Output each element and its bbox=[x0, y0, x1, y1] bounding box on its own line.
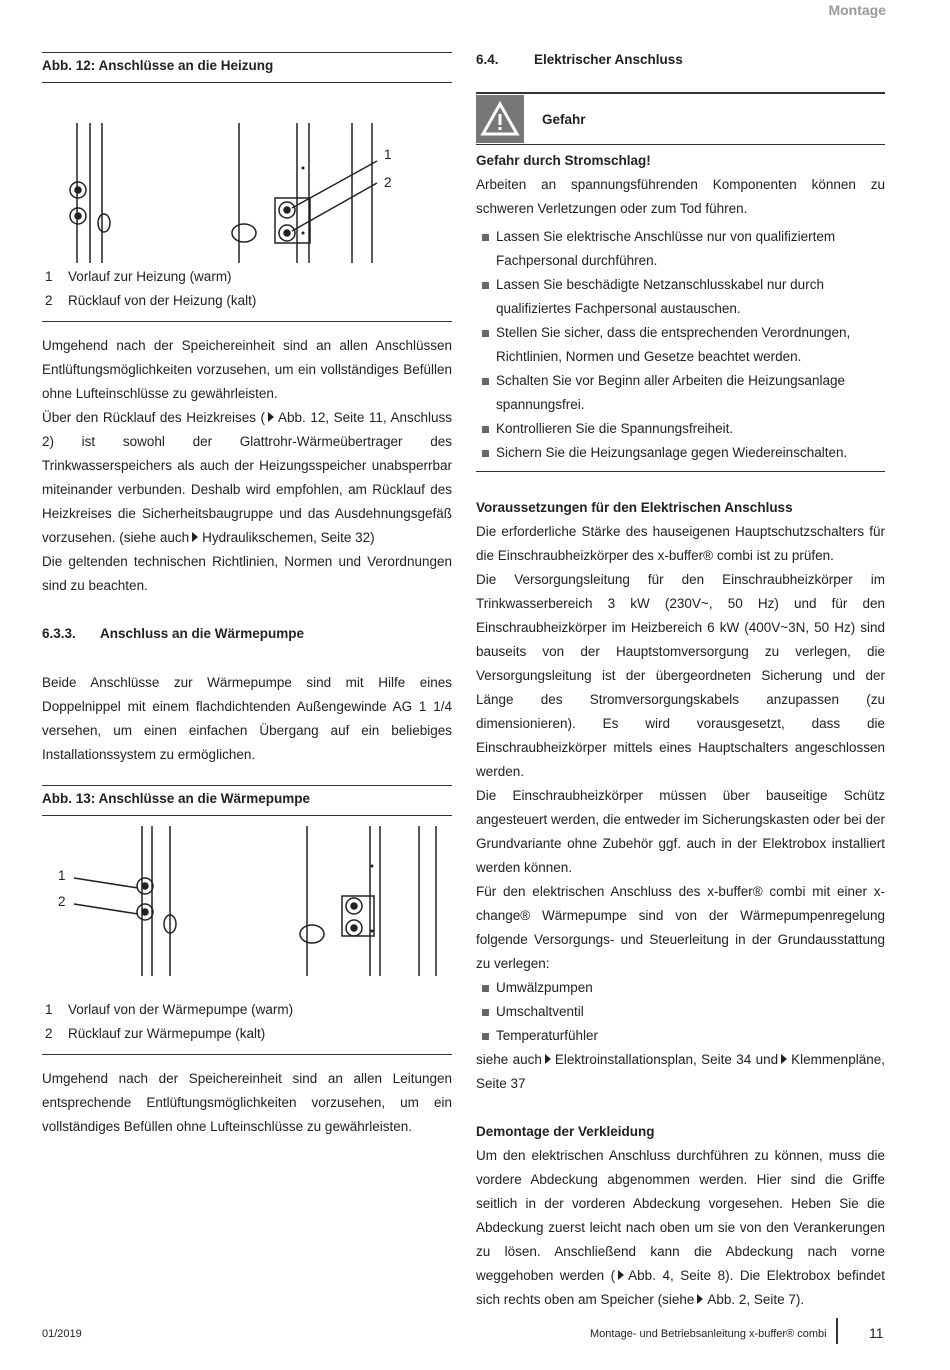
warning-label: Gefahr bbox=[542, 111, 586, 127]
list-item: Sichern Sie die Heizungsanlage gegen Wiedereinschalten. bbox=[476, 441, 885, 465]
section-heading-6-3-3: 6.3.3. Anschluss an die Wärmepumpe bbox=[42, 626, 305, 641]
footer-divider bbox=[836, 1318, 838, 1344]
figure-13-callout-1: 1 bbox=[58, 868, 66, 883]
warning-title: Gefahr durch Stromschlag! bbox=[476, 153, 651, 168]
list-item: Lassen Sie elektrische Anschlüsse nur von qualifiziertem Fachpersonal durchführen. bbox=[476, 225, 885, 273]
legend-item: 1 Vorlauf von der Wärmepumpe (warm) bbox=[45, 1002, 294, 1017]
warning-box bbox=[476, 92, 885, 472]
figure-13-caption: Abb. 13: Anschlüsse an die Wärmepumpe bbox=[42, 785, 452, 813]
legend-item: 2 Rücklauf von der Heizung (kalt) bbox=[45, 293, 257, 308]
paragraph: Die Versorgungsleitung für den Einschraubheizkörper im Trinkwasserbereich 3 kW (230V~, 50 Hz) und für den Einschraubheizkörper im Heizbereich 6 kW (400V~3N, 50 Hz) sind bauseits von der Hauptstomversorgung zu verlegen, die Versorgungsleitung ist der übergeordneten Sicherung und der Länge des Stromversorgungskabels anzupassen (zu dimensionieren). Es wird vorausgesetzt, dass die Einschraubheizkörper mittels eines Hauptschalters angeschlossen werden. bbox=[476, 572, 885, 779]
left-column bbox=[42, 52, 452, 1139]
paragraph: Für den elektrischen Anschluss des x-buffer® combi mit einer x-change® Wärmepumpe sind von der Wärmepumpenregelung folgende Versorgungs- und Steuerleitung in der Grundausstattung zu verlegen: bbox=[476, 884, 885, 971]
arrow-right-icon bbox=[618, 1270, 624, 1280]
paragraph: Die Einschraubheizkörper müssen über bauseitige Schütz angesteuert werden, die entweder im Sicherungskasten oder bei der Grundvariante ohne Zubehör ggf. auch in der Elektrobox installiert werden können. bbox=[476, 788, 885, 875]
component-list bbox=[476, 976, 885, 1048]
figure-13-callout-2: 2 bbox=[58, 894, 66, 909]
page-number: 11 bbox=[869, 1325, 884, 1341]
paragraph: Die geltenden technischen Richtlinien, Normen und Verordnungen sind zu beachten. bbox=[42, 554, 452, 593]
warning-list bbox=[476, 225, 885, 465]
arrow-right-icon bbox=[545, 1054, 551, 1064]
figure-12-callout-2: 2 bbox=[384, 175, 392, 190]
footer-title: Montage- und Betriebsanleitung x-buffer® combi bbox=[590, 1328, 827, 1340]
arrow-right-icon bbox=[781, 1054, 787, 1064]
paragraph: Beide Anschlüsse zur Wärmepumpe sind mit Hilfe eines Doppelnippel mit einem flachdichtenden Außengewinde AG 1 1/4 versehen, um einen einfachen Übergang auf ein beliebiges Installationssystem zu ermöglichen. bbox=[42, 675, 452, 762]
list-item: Lassen Sie beschädigte Netzanschlusskabel nur durch qualifiziertes Fachpersonal austauschen. bbox=[476, 273, 885, 321]
arrow-right-icon bbox=[697, 1294, 703, 1304]
legend-item: 2 Rücklauf zur Wärmepumpe (kalt) bbox=[45, 1026, 266, 1041]
warning-triangle-icon bbox=[476, 95, 524, 143]
list-item: Stellen Sie sicher, dass die entsprechenden Verordnungen, Richtlinien, Normen und Gesetze beachtet werden. bbox=[476, 321, 885, 369]
list-item: Temperaturfühler bbox=[476, 1024, 885, 1048]
figure-13-legend bbox=[42, 998, 452, 1046]
list-item: Kontrollieren Sie die Spannungsfreiheit. bbox=[476, 417, 885, 441]
paragraph: Die erforderliche Stärke des hauseigenen Hauptschutzschalters für die Einschraubheizkörper des x-buffer® combi ist zu prüfen. bbox=[476, 524, 885, 563]
figure-12-caption: Abb. 12: Anschlüsse an die Heizung bbox=[42, 52, 452, 80]
list-item: Umwälzpumpen bbox=[476, 976, 885, 1000]
figure-13-drawing bbox=[42, 816, 452, 996]
running-header: Montage bbox=[828, 2, 886, 18]
figure-12-drawing bbox=[42, 83, 452, 263]
list-item: Schalten Sie vor Beginn aller Arbeiten die Heizungsanlage spannungsfrei. bbox=[476, 369, 885, 417]
paragraph: Umgehend nach der Speichereinheit sind an allen Anschlüssen Entlüftungsmöglichkeiten vorzusehen, um ein vollständiges Befüllen ohne Lufteinschlüsse zu gewährleisten. bbox=[42, 338, 452, 401]
paragraph: Um den elektrischen Anschluss durchführen zu können, muss die vordere Abdeckung abgenommen werden. Hier sind die Griffe seitlich in der vorderen Abdeckung vorgesehen. Heben Sie die Abdeckung zuerst leicht nach oben um sie von den Verankerungen zu lösen. Anschließend kann die Abdeckung nach vorne weggehoben werden ( Abb. 4, Seite 8). Die Elektrobox befindet sich rechts oben am Speicher (siehe Abb. 2, Seite 7). bbox=[476, 1148, 885, 1307]
paragraph: Über den Rücklauf des Heizkreises ( Abb. 12, Seite 11, Anschluss 2) ist sowohl der Glattrohr-Wärmeübertrager des Trinkwasserspeichers als auch der Heizungsspeicher unabsperrbar miteinander verbunden. Deshalb wird empfohlen, am Rücklauf des Heizkreises die Sicherheitsbaugruppe und das Ausdehnungsgefäß vorzusehen. (siehe auch Hydraulikschemen, Seite 32) bbox=[42, 410, 453, 545]
section-heading-6-4: 6.4. Elektrischer Anschluss bbox=[476, 52, 683, 67]
subheading-voraussetzungen: Voraussetzungen für den Elektrischen Anschluss bbox=[476, 500, 793, 515]
subheading-demontage: Demontage der Verkleidung bbox=[476, 1124, 655, 1139]
list-item: Umschaltventil bbox=[476, 1000, 885, 1024]
figure-12 bbox=[42, 83, 452, 263]
figure-12-callout-1: 1 bbox=[384, 147, 392, 162]
legend-item: 1 Vorlauf zur Heizung (warm) bbox=[45, 269, 232, 284]
right-column bbox=[476, 52, 885, 1312]
paragraph: siehe auch Elektroinstallationsplan, Seite 34 und Klemmenpläne, Seite 37 bbox=[476, 1052, 885, 1091]
arrow-right-icon bbox=[268, 412, 274, 422]
footer-date: 01/2019 bbox=[42, 1328, 82, 1340]
figure-13 bbox=[42, 816, 452, 996]
arrow-right-icon bbox=[192, 532, 198, 542]
warning-text: Arbeiten an spannungsführenden Komponenten können zu schweren Verletzungen oder zum Tod führen. bbox=[476, 177, 885, 216]
paragraph: Umgehend nach der Speichereinheit sind an allen Leitungen entsprechende Entlüftungsmöglichkeiten vorzusehen, um ein vollständiges Befüllen ohne Lufteinschlüsse zu gewährleisten. bbox=[42, 1071, 452, 1134]
figure-12-legend bbox=[42, 265, 452, 313]
